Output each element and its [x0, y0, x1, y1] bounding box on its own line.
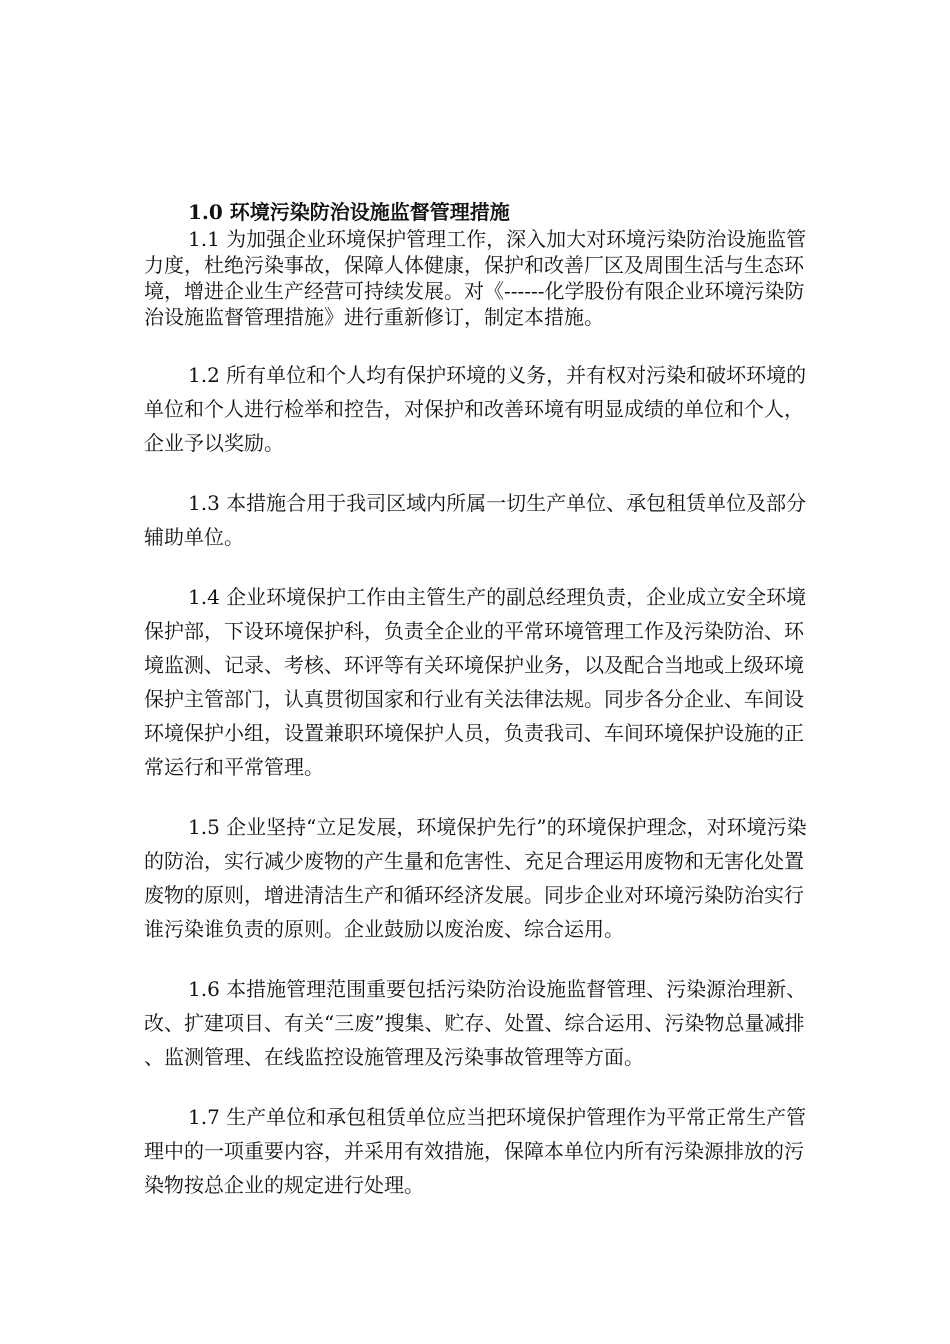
paragraph-1-1: 1.1 为加强企业环境保护管理工作，深入加大对环境污染防治设施监管力度，杜绝污染事故，保障人体健康，保护和改善厂区及周围生活与生态环境，增进企业生产经营可持续发展。对《------化学股份有限企业环境污染防治设施监督管理措施》进行重新修订，制定本措施。 — [144, 227, 807, 329]
paragraph-1-5: 1.5 企业坚持“立足发展，环境保护先行”的环境保护理念，对环境污染的防治，实行减少废物的产生量和危害性、充足合理运用废物和无害化处置废物的原则，增进清洁生产和循环经济发展。同步企业对环境污染防治实行谁污染谁负责的原则。企业鼓励以废治废、综合运用。 — [144, 815, 807, 941]
paragraph-1-7: 1.7 生产单位和承包租赁单位应当把环境保护管理作为平常正常生产管理中的一项重要内容，并采用有效措施，保障本单位内所有污染源排放的污染物按总企业的规定进行处理。 — [144, 1105, 807, 1197]
paragraph-1-2: 1.2 所有单位和个人均有保护环境的义务，并有权对污染和破坏环境的单位和个人进行检举和控告，对保护和改善环境有明显成绩的单位和个人，企业予以奖励。 — [144, 363, 807, 455]
paragraph-1-3: 1.3 本措施合用于我司区域内所属一切生产单位、承包租赁单位及部分辅助单位。 — [144, 491, 807, 549]
section-heading: 1.0 环境污染防治设施监督管理措施 — [188, 200, 510, 224]
paragraph-1-6: 1.6 本措施管理范围重要包括污染防治设施监督管理、污染源治理新、改、扩建项目、有关“三废”搜集、贮存、处置、综合运用、污染物总量减排、监测管理、在线监控设施管理及污染事故管理等方面。 — [144, 977, 807, 1069]
document-body — [144, 198, 809, 1228]
paragraph-1-4: 1.4 企业环境保护工作由主管生产的副总经理负责，企业成立安全环境保护部，下设环境保护科，负责全企业的平常环境管理工作及污染防治、环境监测、记录、考核、环评等有关环境保护业务，以及配合当地或上级环境保护主管部门，认真贯彻国家和行业有关法律法规。同步各分企业、车间设环境保护小组，设置兼职环境保护人员，负责我司、车间环境保护设施的正常运行和平常管理。 — [144, 585, 807, 779]
